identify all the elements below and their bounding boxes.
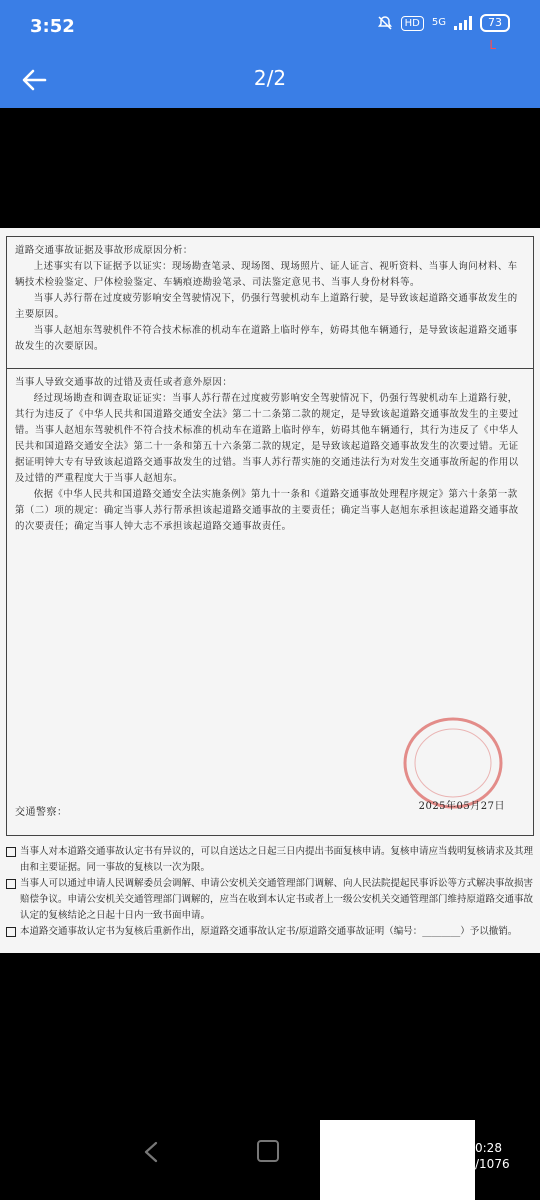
checkbox-icon	[6, 847, 16, 857]
note-item	[6, 924, 534, 940]
document-table	[6, 236, 534, 836]
paragraph: 当事人苏行帮在过度疲劳影响安全驾驶情况下，仍强行驾驶机动车上道路行驶，是导致该起道路交通事故发生的主要原因。	[15, 293, 518, 320]
top-bar	[0, 0, 540, 108]
status-icons	[377, 14, 510, 32]
battery-icon: 73	[480, 14, 510, 32]
checkbox-icon	[6, 927, 16, 937]
nav-back-icon[interactable]	[140, 1140, 164, 1164]
section-title: 道路交通事故证据及事故形成原因分析：	[15, 245, 193, 256]
page-indicator: 2/2	[253, 66, 287, 90]
checkbox-icon	[6, 879, 16, 889]
overlay-card	[320, 1120, 475, 1200]
document-image	[0, 228, 540, 953]
status-time: 3:52	[30, 16, 75, 37]
status-bar	[0, 0, 540, 52]
note-text: 当事人可以通过申请人民调解委员会调解、申请公安机关交通管理部门调解、向人民法院提起民事诉讼等方式解决事故损害赔偿争议。申请公安机关交通管理部门调解的，应当在收到本认定书或者上一级公安机关交通管理部门维持原道路交通事故认定的复核结论之日起十日内一致书面申请。	[20, 878, 534, 921]
side-info	[475, 1140, 540, 1172]
note-text: 当事人对本道路交通事故认定书有异议的，可以自送达之日起三日内提出书面复核申请。复核申请应当载明复核请求及其理由和主要证据。同一事故的复核以一次为限。	[20, 846, 534, 873]
hd-badge: HD	[401, 16, 424, 31]
section-evidence	[7, 237, 533, 369]
paragraph: 上述事实有以下证据予以证实：现场勘查笔录、现场图、现场照片、证人证言、视听资料、当事人询问材料、车辆技术检验鉴定、尸体检验鉴定、车辆痕迹勘验笔录、司法鉴定意见书、当事人身份材料等。	[15, 261, 518, 288]
paragraph: 经过现场勘查和调查取证证实：当事人苏行帮在过度疲劳影响安全驾驶情况下，仍强行驾驶机动车上道路行驶，其行为违反了《中华人民共和国道路交通安全法》第二十二条第二款的规定，是导致该起道路交通事故发生的主要过错。当事人赵旭东驾驶机件不符合技术标准的机动车在道路上临时停车，妨碍其他车辆通行，其行为违反了《中华人民共和国道路交通安全法》第二十一条和第五十六条第二款的规定，是导致该起道路交通事故发生的次要过错。无证据证明钟大专有导致该起道路交通事故发生的过错。当事人苏行帮实施的交通违法行为对发生交通事故所起的作用以及过错的严重程度大于当事人赵旭东。	[15, 393, 519, 484]
viewer-header	[0, 52, 540, 108]
note-item	[6, 844, 534, 876]
police-signature-label: 交通警察：	[15, 807, 68, 818]
signal-icon	[454, 16, 472, 30]
bell-off-icon	[377, 15, 393, 31]
note-item	[6, 876, 534, 924]
paragraph: 当事人赵旭东驾驶机件不符合技术标准的机动车在道路上临时停车，妨碍其他车辆通行，是导致该起道路交通事故发生的次要原因。	[15, 325, 518, 352]
document-date: 2025年05月27日	[418, 801, 505, 812]
notes	[6, 844, 534, 940]
status-red-mark: L	[489, 38, 496, 52]
nav-home-icon[interactable]	[257, 1140, 279, 1162]
note-text: 本道路交通事故认定书为复核后重新作出，原道路交通事故认定书/原道路交通事故证明（编号：________）予以撤销。	[20, 926, 518, 937]
section-responsibility	[7, 369, 533, 837]
paragraph: 依据《中华人民共和国道路交通安全法实施条例》第九十一条和《道路交通事故处理程序规定》第六十条第一款第（二）项的规定：确定当事人苏行帮承担该起道路交通事故的主要责任；确定当事人赵旭东承担该起道路交通事故的次要责任；确定当事人钟大志不承担该起道路交通事故责任。	[15, 489, 519, 532]
side-info-line: /1076	[475, 1157, 510, 1171]
side-info-line: 0:28	[475, 1141, 502, 1155]
network-type: 5G	[431, 17, 446, 28]
section-title: 当事人导致交通事故的过错及责任或者意外原因：	[15, 377, 233, 388]
